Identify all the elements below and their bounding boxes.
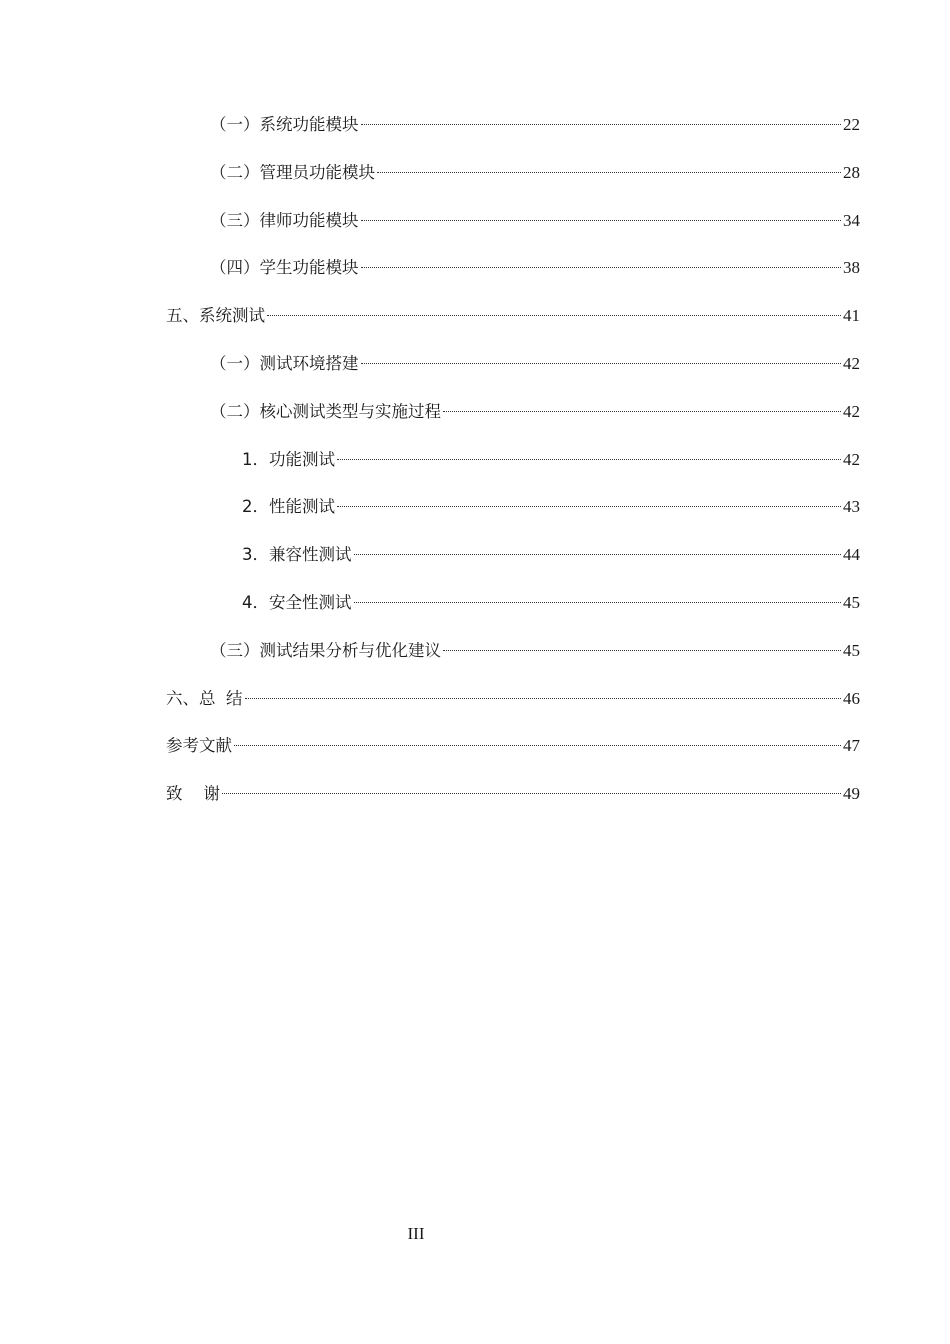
toc-leader-dots [337, 459, 841, 460]
toc-leader-dots [361, 124, 842, 125]
toc-entry[interactable] [166, 588, 860, 636]
toc-leader-dots [361, 220, 842, 221]
toc-entry[interactable] [166, 110, 860, 158]
toc-entry-title: （四）学生功能模块 [210, 258, 359, 278]
toc-entry[interactable] [166, 253, 860, 301]
toc-entry-page: 22 [843, 115, 860, 134]
toc-entry-title: （三）律师功能模块 [210, 210, 359, 230]
toc-leader-dots [443, 650, 841, 651]
toc-entry-title: （三）测试结果分析与优化建议 [210, 640, 441, 660]
toc-entry[interactable] [166, 731, 860, 779]
toc-entry[interactable] [166, 206, 860, 254]
toc-entry-title: 3．兼容性测试 [242, 545, 352, 565]
toc-leader-dots [354, 554, 842, 555]
toc-leader-dots [267, 315, 841, 316]
toc-entry-title: 1．功能测试 [242, 449, 335, 469]
toc-entry[interactable] [166, 684, 860, 732]
toc-entry-title: 六、总 结 [166, 688, 243, 708]
toc-entry-page: 41 [843, 306, 860, 326]
toc-entry-title: （二）核心测试类型与实施过程 [210, 401, 441, 421]
toc-entry[interactable] [166, 779, 860, 827]
table-of-contents [166, 110, 860, 827]
toc-entry[interactable] [166, 158, 860, 206]
toc-leader-dots [234, 745, 841, 746]
toc-entry-page: 34 [843, 210, 860, 230]
toc-entry-page: 49 [843, 784, 860, 804]
page-number: III [407, 1224, 425, 1243]
toc-leader-dots [361, 363, 842, 364]
toc-entry-title: 4．安全性测试 [242, 592, 352, 612]
toc-entry-page: 45 [843, 640, 860, 660]
toc-leader-dots [337, 506, 841, 507]
toc-entry-title: （一）系统功能模块 [210, 115, 359, 134]
toc-entry-page: 44 [843, 545, 860, 565]
toc-entry-title: （二）管理员功能模块 [210, 162, 375, 182]
toc-entry[interactable] [166, 301, 860, 349]
toc-entry[interactable] [166, 445, 860, 493]
toc-entry[interactable] [166, 540, 860, 588]
toc-entry-title: （一）测试环境搭建 [210, 353, 359, 373]
toc-entry-page: 42 [843, 449, 860, 469]
toc-entry-page: 42 [843, 401, 860, 421]
toc-entry-title: 五、系统测试 [166, 306, 265, 326]
toc-leader-dots [361, 267, 842, 268]
toc-leader-dots [354, 602, 842, 603]
toc-entry-page: 47 [843, 736, 860, 756]
toc-entry[interactable] [166, 492, 860, 540]
toc-leader-dots [222, 793, 841, 794]
toc-entry[interactable] [166, 397, 860, 445]
toc-leader-dots [377, 172, 841, 173]
toc-entry[interactable] [166, 349, 860, 397]
toc-entry-page: 46 [843, 688, 860, 708]
toc-leader-dots [245, 698, 842, 699]
toc-entry-page: 38 [843, 258, 860, 278]
toc-entry-title: 参考文献 [166, 736, 232, 756]
toc-entry-title: 2．性能测试 [242, 497, 335, 517]
toc-entry-page: 28 [843, 162, 860, 182]
toc-entry-page: 42 [843, 353, 860, 373]
toc-entry[interactable] [166, 636, 860, 684]
toc-leader-dots [443, 411, 841, 412]
toc-entry-page: 43 [843, 497, 860, 517]
toc-entry-page: 45 [843, 592, 860, 612]
toc-entry-title: 致 谢 [166, 784, 220, 804]
